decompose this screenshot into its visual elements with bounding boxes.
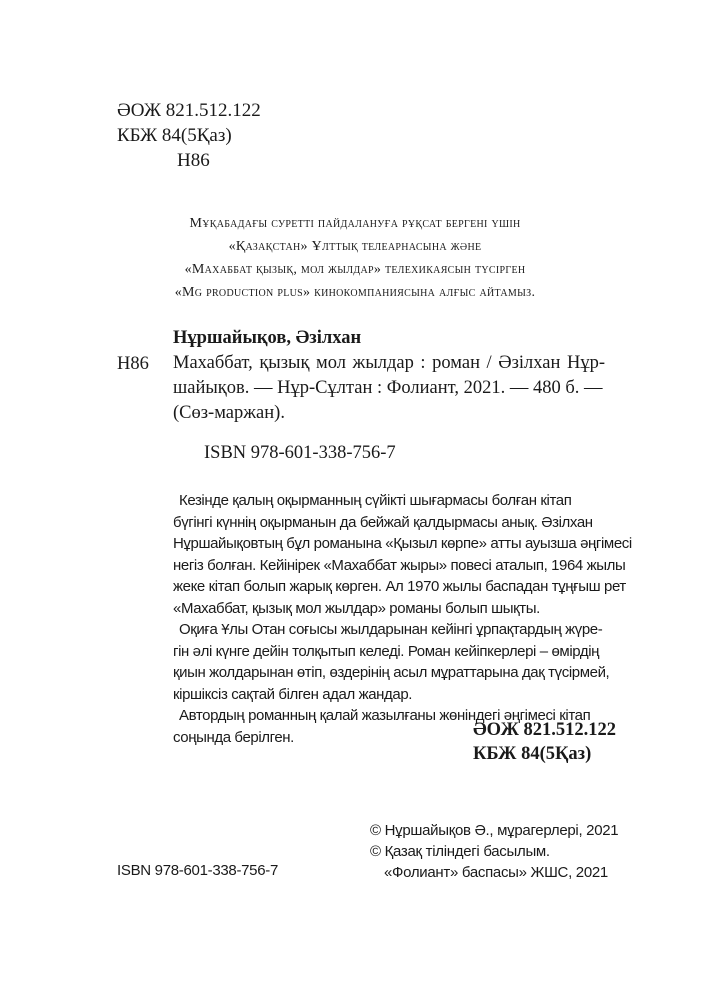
abstract-line: Оқиға Ұлы Отан соғысы жылдарынан кейінгі ұрпақтардың жүре- (179, 621, 603, 638)
catalog-entry-line: Махаббат, қызық мол жылдар : роман / Әзілхан Нұр- (173, 353, 605, 373)
classification-top (117, 98, 261, 173)
acknowledgment-line: «Mg production plus» кинокомпаниясына алғыс айтамыз. (174, 285, 536, 300)
abstract-line: кіршіксіз сақтай білген адал жандар. (173, 685, 413, 703)
catalog-cutter: Н86 (117, 354, 149, 374)
catalog-entry-line: (Сөз-маржан). (173, 403, 285, 423)
classification-bottom (473, 718, 616, 766)
copyright-line: © Нұршайықов Ә., мұрагерлері, 2021 (370, 822, 619, 839)
copyright-line: «Фолиант» баспасы» ЖШС, 2021 (384, 864, 608, 881)
abstract-line: гін әлі күнге дейін толқытып келеді. Роман кейіпкерлері – өмірдің (173, 642, 600, 660)
cutter-code: Н86 (177, 150, 210, 171)
abstract-line: соңында берілген. (173, 728, 294, 746)
abstract-line: бүгінгі күннің оқырманын да бейжай қалдырмасы анық. Әзілхан (173, 513, 593, 531)
isbn-bottom: ISBN 978-601-338-756-7 (117, 862, 279, 879)
catalog-author: Нұршайықов, Әзілхан (173, 328, 362, 348)
catalog-entry (173, 351, 605, 426)
abstract-line: Кезінде қалың оқырманның сүйікті шығармасы болған кітап (179, 492, 572, 509)
copyright-line: © Қазақ тіліндегі басылым. (370, 843, 550, 860)
abstract (173, 490, 632, 748)
abstract-line: Автордың романның қалай жазылғаны жөніндегі әңгімесі кітап (179, 707, 591, 724)
abstract-line: Нұршайықовтың бұл романына «Қызыл көрпе» атты ауызша әңгімесі (173, 535, 632, 552)
bbk-code: КБЖ 84(5Қаз) (117, 125, 232, 146)
catalog-entry-line: шайықов. — Нұр-Сұлтан : Фолиант, 2021. — 480 б. — (173, 378, 603, 398)
udk-code: ӘОЖ 821.512.122 (117, 100, 261, 121)
catalog-isbn: ISBN 978-601-338-756-7 (204, 443, 396, 463)
abstract-line: жеке кітап болып жарық көрген. Ал 1970 жылы баспадан тұңғыш рет (173, 578, 626, 595)
abstract-line: қиын жолдарынан өтіп, өздерінің асыл мұраттарына дақ түсірмей, (173, 664, 610, 681)
abstract-line: «Махаббат, қызық мол жылдар» романы болып шықты. (173, 599, 540, 617)
acknowledgment-line: «Махаббат қызық, мол жылдар» телехикаясын түсірген (184, 262, 526, 277)
acknowledgment-line: Мұқабадағы суретті пайдалануға рұқсат бергені үшін (189, 216, 521, 231)
copyright-block (370, 820, 618, 883)
bbk-code-bottom: КБЖ 84(5Қаз) (473, 744, 592, 764)
abstract-line: негіз болған. Кейінірек «Махаббат жыры» повесі аталып, 1964 жылы (173, 556, 626, 574)
acknowledgment (100, 212, 610, 304)
acknowledgment-line: «Қазақстан» Ұлттық телеарнасына және (228, 239, 482, 254)
udk-code-bottom: ӘОЖ 821.512.122 (473, 720, 617, 740)
